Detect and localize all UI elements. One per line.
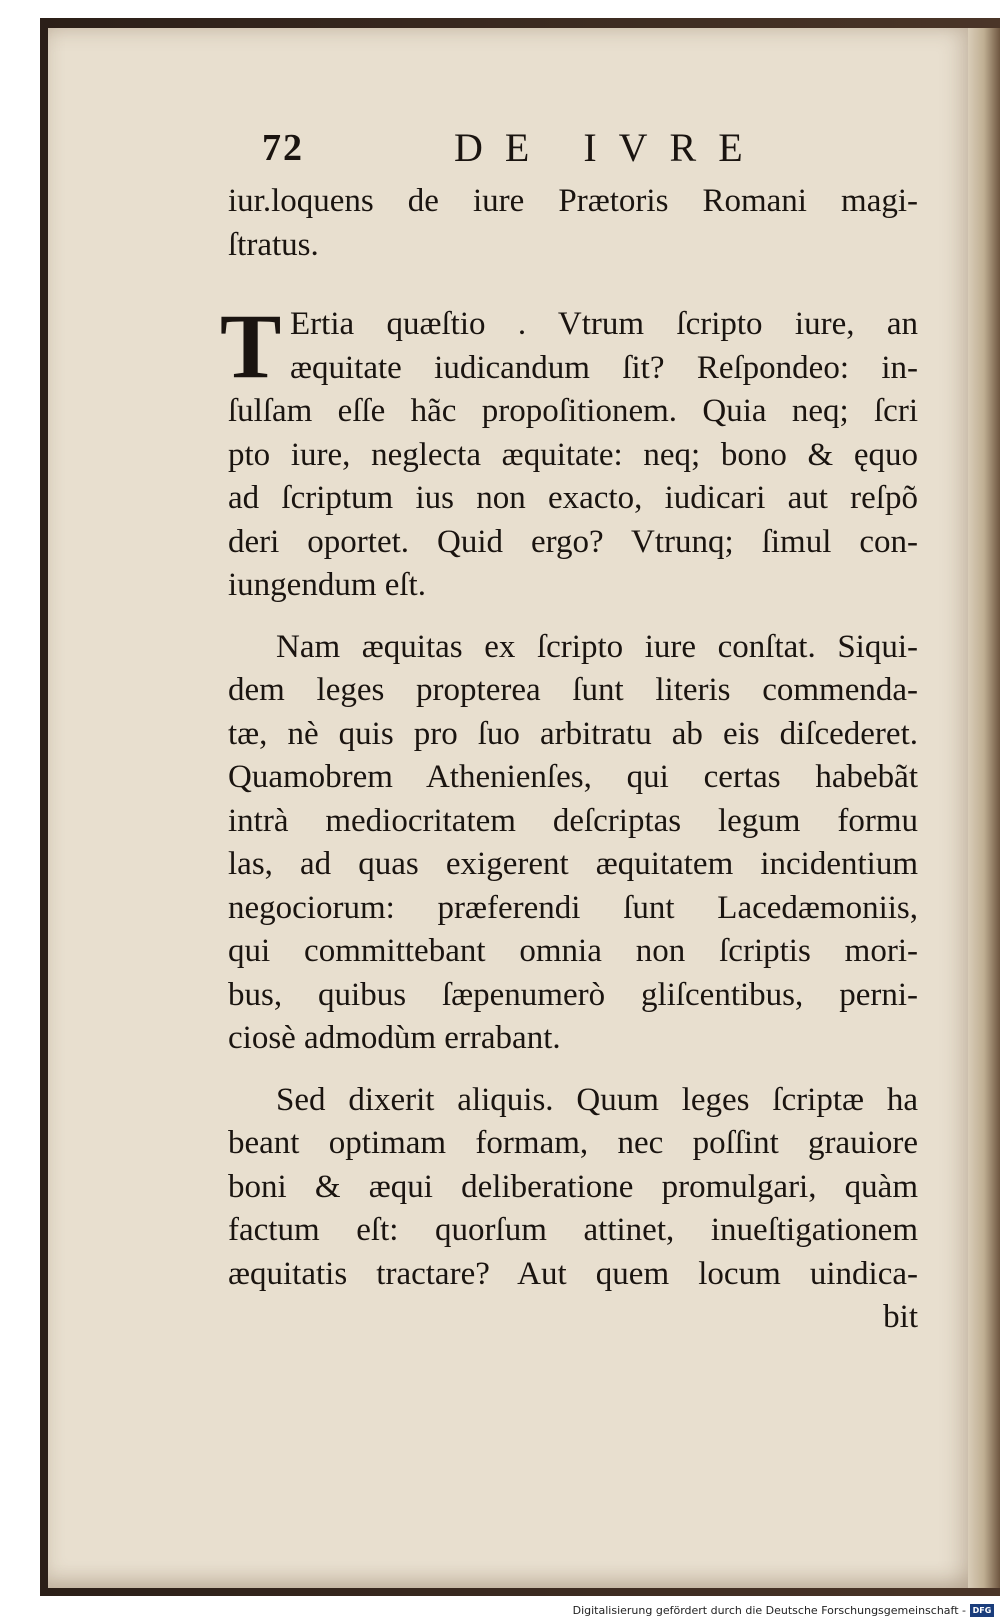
text-line: negociorum: præferendi ſunt Lacedæmoniis, [228, 889, 918, 926]
text-line: las, ad quas exigerent æquitatem incidentium [228, 846, 918, 882]
text-line: ſulſam eſſe hãc propoſitionem. Quia neq; ſcri [228, 393, 918, 429]
drop-cap-initial: T [220, 295, 282, 397]
catchword: bit [883, 1299, 918, 1335]
text-line: iungendum eſt. [228, 567, 426, 603]
funding-credit: Digitalisierung gefördert durch die Deutsche Forschungsgemeinschaft - [572, 1604, 966, 1617]
page-fore-edge [968, 28, 1000, 1588]
paragraph-2 [228, 626, 928, 1061]
text-line: bus, quibus ſæpenumerò gliſcentibus, perni- [228, 976, 918, 1013]
text-line: Quamobrem Athenienſes, qui certas habebãt [228, 759, 918, 795]
page-number: 72 [262, 127, 304, 169]
dfg-logo: DFG [970, 1604, 994, 1617]
text-line: æquitate iudicandum ſit? Reſpondeo: in- [290, 349, 918, 386]
text-line: ſtratus. [228, 226, 319, 263]
text-line: factum eſt: quorſum attinet, inueſtigationem [228, 1212, 918, 1248]
page-header [228, 110, 928, 180]
paragraph-3 [228, 1079, 928, 1340]
text-line: boni & æqui deliberatione promulgari, quàm [228, 1168, 918, 1205]
running-head: DE IVRE [454, 125, 765, 170]
text-line: Sed dixerit aliquis. Quum leges ſcriptæ ha [276, 1081, 918, 1118]
text-line: dem leges propterea ſunt literis commenda- [228, 672, 918, 708]
text-line: Nam æquitas ex ſcripto iure conſtat. Siqui- [276, 628, 918, 665]
text-block [220, 110, 928, 1340]
text-line: Ertia quæſtio . Vtrum ſcripto iure, an [290, 306, 918, 342]
digitization-footer [0, 1600, 1000, 1622]
text-line: iur.loquens de iure Prætoris Romani magi- [228, 183, 918, 219]
text-line: beant optimam formam, nec poſſint grauiore [228, 1125, 918, 1161]
text-line: deri oportet. Quid ergo? Vtrunq; ſimul con- [228, 523, 918, 560]
text-line: æquitatis tractare? Aut quem locum uindica- [228, 1255, 918, 1292]
text-line: ad ſcriptum ius non exacto, iudicari aut reſpõ [228, 480, 918, 516]
text-line: pto iure, neglecta æquitate: neq; bono & ęquo [228, 436, 918, 473]
text-line: qui committebant omnia non ſcriptis mori- [228, 933, 918, 969]
text-line: tæ, nè quis pro ſuo arbitratu ab eis diſcederet. [228, 715, 918, 752]
text-line: ciosè admodùm errabant. [228, 1020, 561, 1056]
paragraph-1 [220, 295, 928, 608]
text-line: intrà mediocritatem deſcriptas legum formu [228, 802, 918, 839]
